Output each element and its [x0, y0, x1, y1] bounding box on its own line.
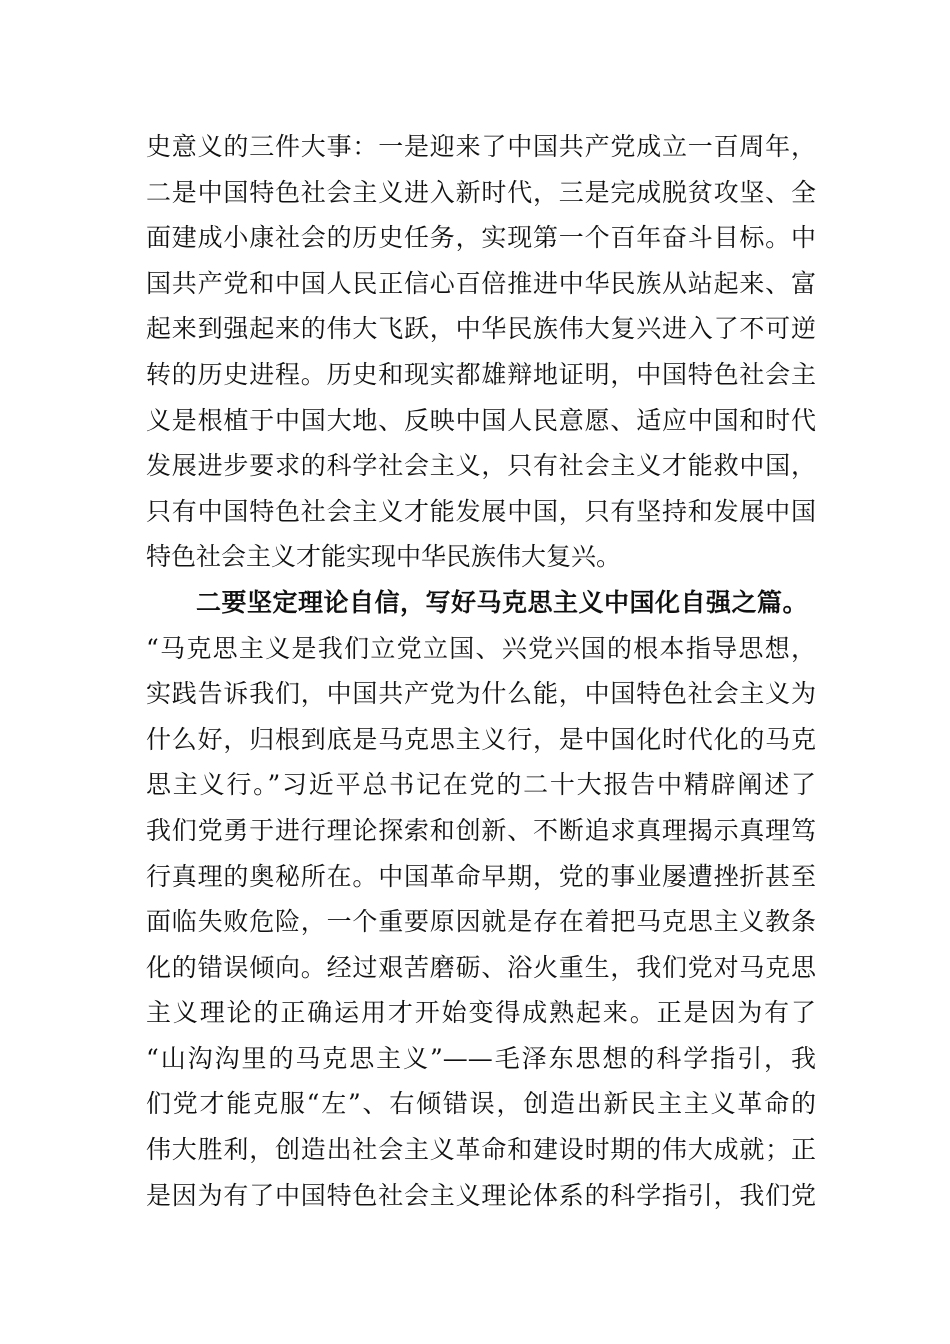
- paragraph-line: 起来到强起来的伟大飞跃，中华民族伟大复兴进入了不可逆: [146, 314, 816, 344]
- paragraph-line: 史意义的三件大事：一是迎来了中国共产党成立一百周年，: [146, 132, 816, 161]
- paragraph-line: 转的历史进程。历史和现实都雄辩地证明，中国特色社会主: [146, 359, 816, 389]
- paragraph-line: 伟大胜利，创造出社会主义革命和建设时期的伟大成就；正: [146, 1135, 816, 1165]
- paragraph-line: 是因为有了中国特色社会主义理论体系的科学指引，我们党: [146, 1180, 816, 1210]
- paragraph-line: 思主义行。”习近平总书记在党的二十大报告中精辟阐述了: [146, 770, 816, 800]
- paragraph-line: 面建成小康社会的历史任务，实现第一个百年奋斗目标。中: [146, 223, 816, 253]
- paragraph-line: 面临失败危险，一个重要原因就是存在着把马克思主义教条: [146, 907, 816, 937]
- paragraph-line: 主义理论的正确运用才开始变得成熟起来。正是因为有了: [146, 998, 816, 1028]
- section-heading: 二要坚定理论自信，写好马克思主义中国化自强之篇。: [196, 587, 809, 617]
- paragraph-line: “山沟沟里的马克思主义”——毛泽东思想的科学指引，我: [146, 1043, 816, 1073]
- paragraph-line: 化的错误倾向。经过艰苦磨砺、浴火重生，我们党对马克思: [146, 952, 816, 982]
- paragraph-line: 特色社会主义才能实现中华民族伟大复兴。: [146, 542, 622, 572]
- paragraph-line: 二是中国特色社会主义进入新时代，三是完成脱贫攻坚、全: [146, 177, 816, 207]
- paragraph-line: “马克思主义是我们立党立国、兴党兴国的根本指导思想，: [146, 633, 816, 663]
- paragraph-line: 们党才能克服“左”、右倾错误，创造出新民主主义革命的: [146, 1089, 816, 1119]
- paragraph-line: 发展进步要求的科学社会主义，只有社会主义才能救中国，: [146, 451, 816, 481]
- document-body: [146, 124, 816, 1218]
- paragraph-line: 我们党勇于进行理论探索和创新、不断追求真理揭示真理笃: [146, 815, 816, 845]
- paragraph-line: 只有中国特色社会主义才能发展中国，只有坚持和发展中国: [146, 496, 816, 526]
- paragraph-line: 义是根植于中国大地、反映中国人民意愿、适应中国和时代: [146, 405, 816, 435]
- paragraph-line: 什么好，归根到底是马克思主义行，是中国化时代化的马克: [146, 724, 816, 754]
- paragraph-line: 实践告诉我们，中国共产党为什么能，中国特色社会主义为: [146, 679, 816, 709]
- paragraph-line: 国共产党和中国人民正信心百倍推进中华民族从站起来、富: [146, 268, 816, 298]
- paragraph-line: 行真理的奥秘所在。中国革命早期，党的事业屡遭挫折甚至: [146, 861, 816, 891]
